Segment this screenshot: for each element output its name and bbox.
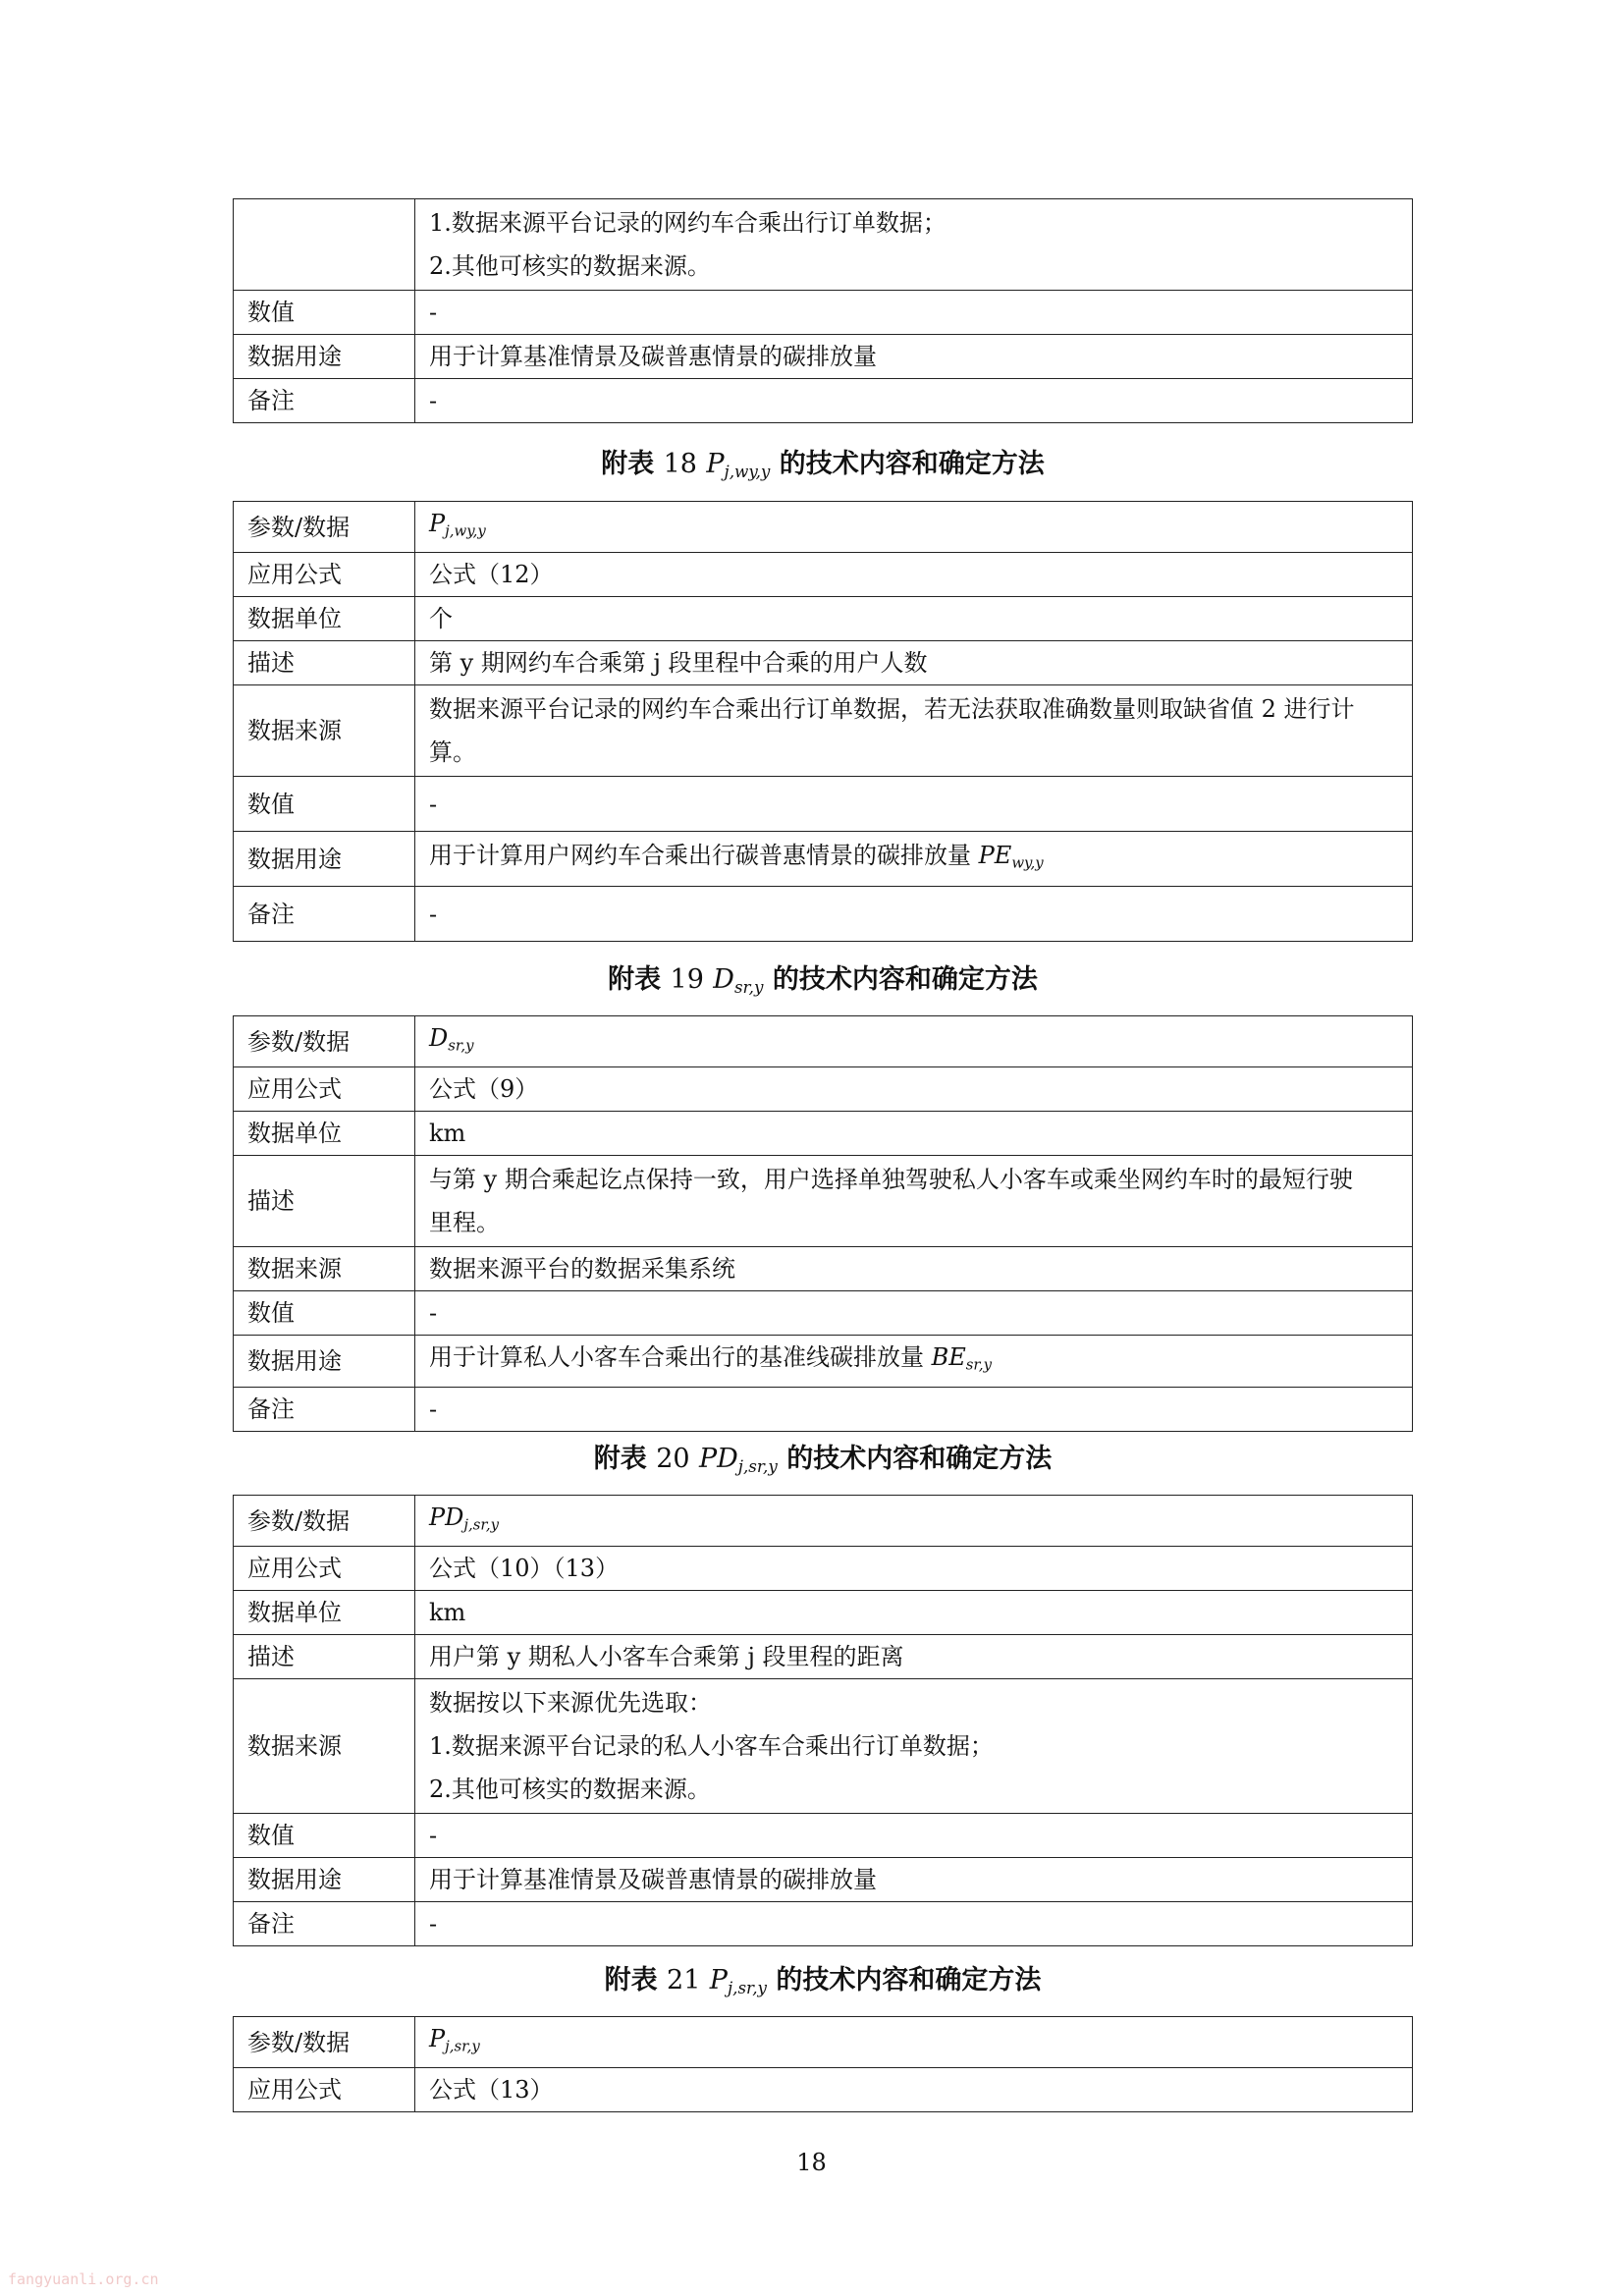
caption-suffix: 的技术内容和确定方法	[779, 449, 1045, 479]
row-value: 用于计算私人小客车合乘出行的基准线碳排放量 $BE_{sr,y}$	[415, 1336, 1413, 1387]
row-value: -	[415, 1814, 1413, 1858]
row-label: 数据来源	[234, 685, 415, 777]
row-value: 数据来源平台的数据采集系统	[415, 1247, 1413, 1291]
row-value: 用于计算用户网约车合乘出行碳普惠情景的碳排放量 $PE_{wy,y}$	[415, 832, 1413, 887]
caption-prefix: 附表	[593, 1444, 647, 1474]
table-row	[234, 1496, 1413, 1547]
row-value: 公式（10）（13）	[415, 1547, 1413, 1591]
table-row	[234, 2017, 1413, 2068]
row-label: 参数/数据	[234, 1016, 415, 1067]
row-label: 备注	[234, 1902, 415, 1946]
row-value	[415, 1679, 1413, 1814]
caption-suffix: 的技术内容和确定方法	[786, 1444, 1053, 1474]
row-value: -	[415, 291, 1413, 335]
table-21-caption	[233, 1958, 1413, 1997]
table-row	[234, 379, 1413, 423]
row-label: 数据用途	[234, 1858, 415, 1902]
table-19	[233, 1015, 1413, 1432]
table-row	[234, 1387, 1413, 1431]
row-label: 应用公式	[234, 553, 415, 597]
row-value: -	[415, 379, 1413, 423]
table-row	[234, 502, 1413, 553]
row-label: 数据用途	[234, 335, 415, 379]
caption-symbol: $P_{j,sr,y}$	[709, 1965, 767, 1998]
caption-number: 21	[667, 1965, 701, 1995]
table-row	[234, 1291, 1413, 1336]
table-row	[234, 1679, 1413, 1814]
row-value	[415, 1156, 1413, 1247]
table-17-continuation	[233, 198, 1413, 423]
row-label: 参数/数据	[234, 502, 415, 553]
table-row	[234, 553, 1413, 597]
row-label: 备注	[234, 887, 415, 942]
table-row	[234, 1635, 1413, 1679]
row-value: -	[415, 1291, 1413, 1336]
table-row	[234, 2068, 1413, 2112]
caption-suffix: 的技术内容和确定方法	[776, 1965, 1042, 1995]
row-label: 备注	[234, 1387, 415, 1431]
row-value: km	[415, 1591, 1413, 1635]
row-value: 个	[415, 597, 1413, 641]
caption-symbol: $D_{sr,y}$	[713, 964, 764, 998]
row-value: $D_{sr,y}$	[415, 1016, 1413, 1067]
source-line: 算。	[429, 738, 476, 767]
row-label: 应用公式	[234, 1067, 415, 1112]
row-label: 数据用途	[234, 1336, 415, 1387]
table-row	[234, 1902, 1413, 1946]
table-row	[234, 1547, 1413, 1591]
row-label: 数值	[234, 1814, 415, 1858]
table-row	[234, 1247, 1413, 1291]
row-value: 公式（13）	[415, 2068, 1413, 2112]
row-value: 第 y 期网约车合乘第 j 段里程中合乘的用户人数	[415, 641, 1413, 685]
table-row	[234, 1112, 1413, 1156]
source-line: 2.其他可核实的数据来源。	[429, 1776, 711, 1804]
source-line: 数据按以下来源优先选取：	[429, 1689, 712, 1718]
row-value: $PD_{j,sr,y}$	[415, 1496, 1413, 1547]
table-19-caption	[233, 957, 1413, 997]
row-value: 用于计算基准情景及碳普惠情景的碳排放量	[415, 335, 1413, 379]
row-value: $P_{j,sr,y}$	[415, 2017, 1413, 2068]
page-number: 18	[796, 2149, 827, 2176]
table-row	[234, 1067, 1413, 1112]
table-row	[234, 597, 1413, 641]
table-row	[234, 1156, 1413, 1247]
row-label	[234, 199, 415, 291]
row-label: 参数/数据	[234, 1496, 415, 1547]
row-value: 公式（9）	[415, 1067, 1413, 1112]
row-label: 数据用途	[234, 832, 415, 887]
row-label: 描述	[234, 1156, 415, 1247]
row-label: 备注	[234, 379, 415, 423]
row-label: 数值	[234, 1291, 415, 1336]
table-20-caption	[233, 1437, 1413, 1476]
source-line: 1.数据来源平台记录的私人小客车合乘出行订单数据；	[429, 1732, 994, 1761]
desc-line: 与第 y 期合乘起讫点保持一致，用户选择单独驾驶私人小客车或乘坐网约车时的最短行驶	[429, 1166, 1353, 1194]
caption-symbol: $P_{j,wy,y}$	[706, 449, 771, 482]
table-row	[234, 1858, 1413, 1902]
table-row	[234, 1591, 1413, 1635]
row-value: -	[415, 1902, 1413, 1946]
row-value: 公式（12）	[415, 553, 1413, 597]
caption-prefix: 附表	[604, 1965, 658, 1995]
table-row	[234, 1814, 1413, 1858]
table-row	[234, 199, 1413, 291]
table-row	[234, 887, 1413, 942]
caption-number: 19	[670, 964, 704, 995]
caption-number: 20	[656, 1444, 690, 1474]
row-label: 参数/数据	[234, 2017, 415, 2068]
table-row	[234, 777, 1413, 832]
row-value: -	[415, 1387, 1413, 1431]
caption-symbol: $PD_{j,sr,y}$	[698, 1444, 778, 1477]
row-value: $P_{j,wy,y}$	[415, 502, 1413, 553]
row-value	[415, 685, 1413, 777]
table-row	[234, 685, 1413, 777]
row-label: 数据单位	[234, 1591, 415, 1635]
row-value: -	[415, 777, 1413, 832]
row-label: 数值	[234, 777, 415, 832]
caption-suffix: 的技术内容和确定方法	[772, 964, 1038, 995]
table-row	[234, 832, 1413, 887]
caption-number: 18	[663, 449, 697, 479]
table-18	[233, 501, 1413, 942]
source-line: 数据来源平台记录的网约车合乘出行订单数据，若无法获取准确数量则取缺省值 2 进行计	[429, 695, 1355, 724]
caption-prefix: 附表	[608, 964, 662, 995]
row-value: 用于计算基准情景及碳普惠情景的碳排放量	[415, 1858, 1413, 1902]
table-row	[234, 1336, 1413, 1387]
table-18-caption	[233, 442, 1413, 481]
caption-prefix: 附表	[601, 449, 655, 479]
source-line: 2.其他可核实的数据来源。	[429, 252, 711, 280]
watermark: fangyuanli.org.cn	[8, 2270, 159, 2288]
table-row	[234, 1016, 1413, 1067]
table-21	[233, 2016, 1413, 2112]
row-label: 应用公式	[234, 1547, 415, 1591]
row-label: 应用公式	[234, 2068, 415, 2112]
table-row	[234, 291, 1413, 335]
row-value	[415, 199, 1413, 291]
table-20	[233, 1495, 1413, 1946]
row-label: 数据单位	[234, 597, 415, 641]
row-label: 数值	[234, 291, 415, 335]
source-line: 1.数据来源平台记录的网约车合乘出行订单数据；	[429, 209, 947, 237]
table-row	[234, 335, 1413, 379]
desc-line: 里程。	[429, 1209, 500, 1237]
row-label: 描述	[234, 641, 415, 685]
table-row	[234, 641, 1413, 685]
row-label: 数据来源	[234, 1247, 415, 1291]
row-value: km	[415, 1112, 1413, 1156]
row-label: 数据来源	[234, 1679, 415, 1814]
row-value: 用户第 y 期私人小客车合乘第 j 段里程的距离	[415, 1635, 1413, 1679]
row-label: 描述	[234, 1635, 415, 1679]
row-value: -	[415, 887, 1413, 942]
row-label: 数据单位	[234, 1112, 415, 1156]
